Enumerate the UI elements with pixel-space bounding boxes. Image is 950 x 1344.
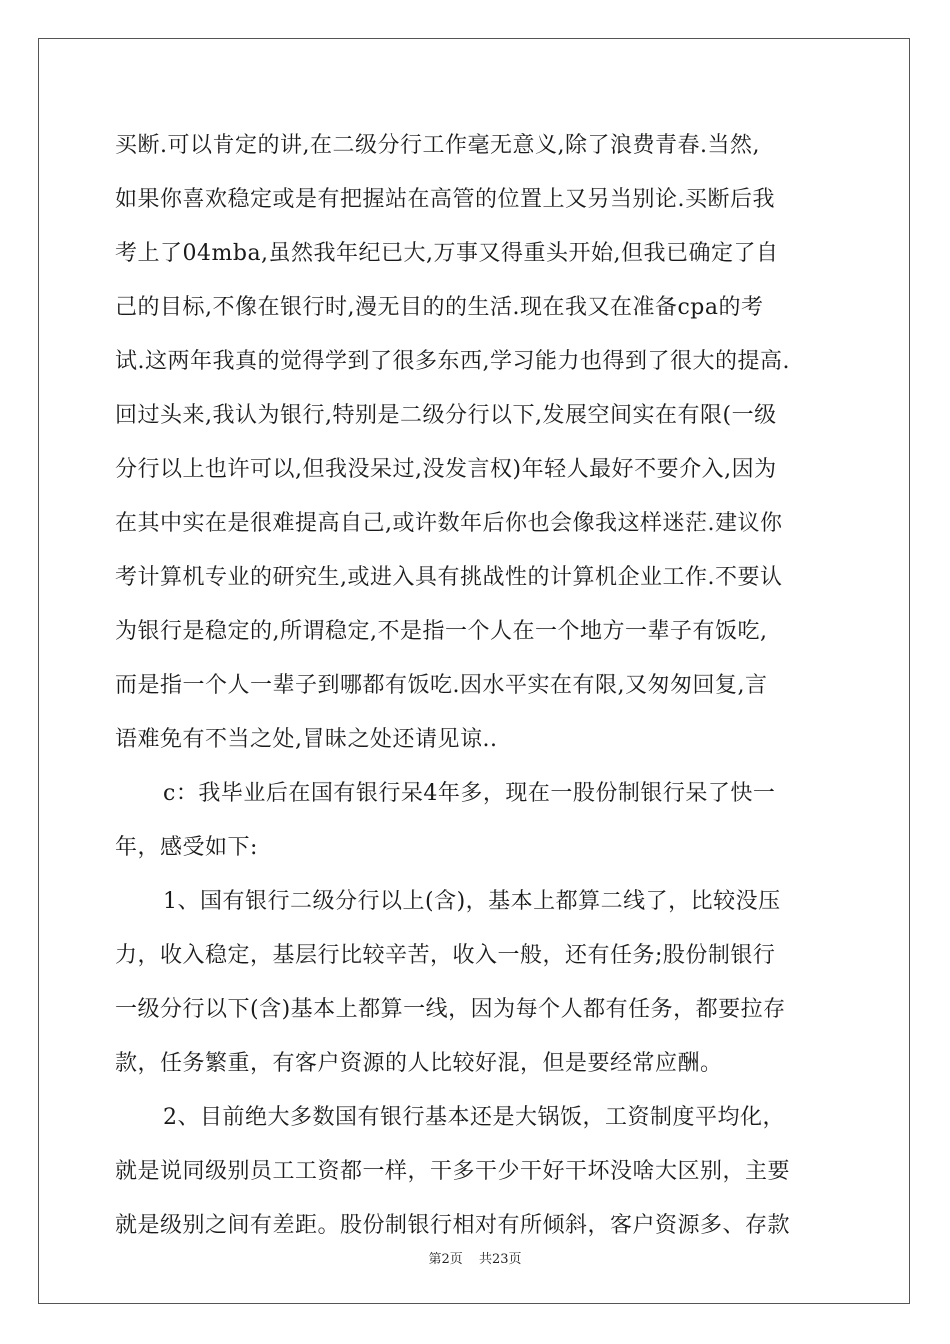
text-line: 款，任务繁重，有客户资源的人比较好混，但是要经常应酬。	[115, 1051, 723, 1076]
page-number: 第2页	[428, 1252, 463, 1267]
text-line: 己的目标,不像在银行时,漫无目的的生活.现在我又在准备cpa的考	[115, 295, 764, 320]
paragraph-start-line: 2、目前绝大多数国有银行基本还是大锅饭，工资制度平均化，	[163, 1105, 785, 1130]
text-line: 为银行是稳定的,所谓稳定,不是指一个人在一个地方一辈子有饭吃,	[115, 619, 768, 644]
text-line: 就是级别之间有差距。股份制银行相对有所倾斜，客户资源多、存款	[115, 1213, 791, 1238]
document-body	[115, 126, 835, 1260]
text-line: 力，收入稳定，基层行比较辛苦，收入一般，还有任务;股份制银行	[115, 943, 776, 968]
text-line: 回过头来,我认为银行,特别是二级分行以下,发展空间实在有限(一级	[115, 403, 777, 428]
text-line: 年，感受如下:	[115, 835, 258, 860]
text-line: 考计算机专业的研究生,或进入具有挑战性的计算机企业工作.不要认	[115, 565, 783, 590]
text-line: 考上了04mba,虽然我年纪已大,万事又得重头开始,但我已确定了自	[115, 241, 779, 266]
text-line: 语难免有不当之处,冒昧之处还请见谅..	[115, 727, 498, 752]
text-line: 分行以上也许可以,但我没呆过,没发言权)年轻人最好不要介入,因为	[115, 457, 777, 482]
text-line: 而是指一个人一辈子到哪都有饭吃.因水平实在有限,又匆匆回复,言	[115, 673, 768, 698]
text-line: 如果你喜欢稳定或是有把握站在高管的位置上又另当别论.买断后我	[115, 187, 775, 212]
text-line: 试.这两年我真的觉得学到了很多东西,学习能力也得到了很大的提高.	[115, 349, 790, 374]
page-total: 共23页	[478, 1252, 522, 1267]
paragraph-start-line: c：我毕业后在国有银行呆4年多，现在一股份制银行呆了快一	[163, 781, 776, 806]
text-line: 买断.可以肯定的讲,在二级分行工作毫无意义,除了浪费青春.当然,	[115, 133, 760, 158]
text-line: 就是说同级别员工工资都一样，干多干少干好干坏没啥大区别，主要	[115, 1159, 791, 1184]
text-line: 在其中实在是很难提高自己,或许数年后你也会像我这样迷茫.建议你	[115, 511, 783, 536]
text-line: 一级分行以下(含)基本上都算一线，因为每个人都有任务，都要拉存	[115, 997, 786, 1022]
page-footer	[0, 1248, 950, 1267]
paragraph-start-line: 1、国有银行二级分行以上(含)，基本上都算二线了，比较没压	[163, 889, 781, 914]
